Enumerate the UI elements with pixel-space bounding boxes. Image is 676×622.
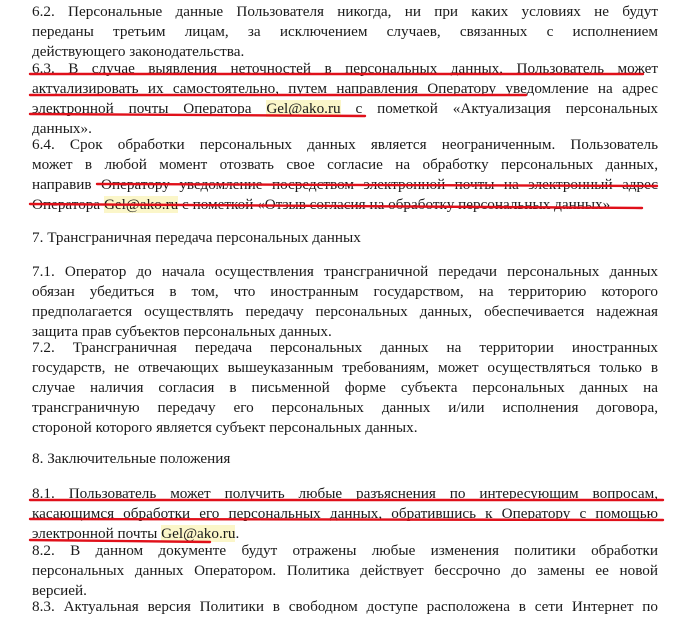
text-line: 7.2. Трансграничная передача персональных данных на территории иностранных — [32, 339, 658, 356]
text-line: действующего законодательства. — [32, 43, 245, 60]
text-line: электронной почты Оператора Gel@ako.ru с пометкой «Актуализация персональных — [32, 100, 658, 117]
text-line: касающимся обработки его персональных данных, обратившись к Оператору с помощью — [32, 505, 658, 522]
text-line: переданы третьим лицам, за исключением случаев, связанных с исполнением — [32, 23, 658, 40]
text-line: трансграничную передачу его персональных данных и/или исполнения договора, — [32, 399, 658, 416]
text-line: актуализировать их самостоятельно, путем направления Оператору уведомление на адрес — [32, 80, 658, 97]
text-line: электронной почты Gel@ako.ru. — [32, 525, 240, 542]
text-line: государств, не отвечающих вышеуказанным требованиям, может осуществляться только в — [32, 359, 658, 376]
email-link[interactable]: Gel@ako.ru — [266, 100, 341, 117]
text-line: Оператора Gel@ako.ru с пометкой «Отзыв согласия на обработку персональных данных». — [32, 196, 615, 213]
text-line: 6.4. Срок обработки персональных данных является неограниченным. Пользователь — [32, 136, 658, 153]
text-line: случае наличия согласия в письменной форме субъекта персональных данных на — [32, 379, 658, 396]
text-line: предполагается осуществлять передачу персональных данных, обеспечивается надежная — [32, 303, 658, 320]
cut-off-line — [32, 614, 658, 622]
text-line: направив Оператору уведомление посредством электронной почты на электронный адрес — [32, 176, 658, 193]
email-link[interactable]: Gel@ako.ru — [161, 525, 236, 542]
text-line: персональных данных Оператором. Политика действует бессрочно до замены ее новой — [32, 562, 658, 579]
text-line: 8.2. В данном документе будут отражены любые изменения политики обработки — [32, 542, 658, 559]
text-line: 7.1. Оператор до начала осуществления трансграничной передачи персональных данных — [32, 263, 658, 280]
text-line: может в любой момент отозвать свое согласие на обработку персональных данных, — [32, 156, 658, 173]
section-heading: 8. Заключительные положения — [32, 450, 231, 467]
section-heading: 7. Трансграничная передача персональных данных — [32, 229, 361, 246]
text-line: защита прав субъектов персональных данных. — [32, 323, 332, 340]
text-line: 6.2. Персональные данные Пользователя никогда, ни при каких условиях не будут — [32, 3, 658, 20]
text-line: данных». — [32, 120, 92, 137]
text-line: версией. — [32, 582, 87, 599]
text-line: 6.3. В случае выявления неточностей в персональных данных, Пользователь может — [32, 60, 658, 77]
email-link[interactable]: Gel@ako.ru — [103, 196, 179, 213]
text-line: стороной которого является субъект персональных данных. — [32, 419, 418, 436]
text-line: обязан убедиться в том, что иностранным государством, на территорию которого — [32, 283, 658, 300]
text-line: 8.3. Актуальная версия Политики в свободном доступе расположена в сети Интернет по — [32, 598, 658, 615]
text-line: 8.1. Пользователь может получить любые разъяснения по интересующим вопросам, — [32, 485, 658, 502]
